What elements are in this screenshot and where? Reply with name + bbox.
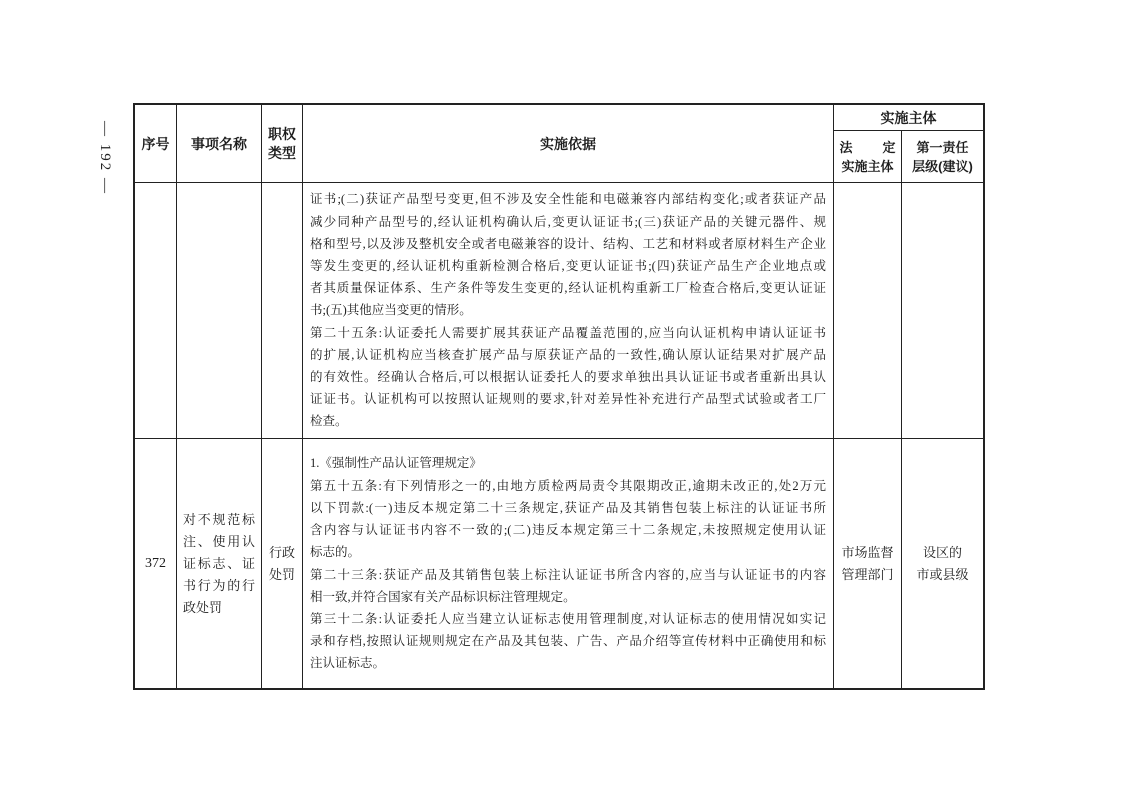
cell-item-name: [177, 183, 262, 438]
table-row: [135, 438, 983, 688]
header-subject-subrow: [834, 131, 983, 182]
page-number: — 192 —: [97, 121, 113, 195]
header-power-type: [262, 105, 303, 182]
header-legal-subject-line2: 实施主体: [841, 158, 894, 174]
cell-serial: 372: [135, 439, 177, 688]
cell-responsibility-level: 设区的 市或县级: [916, 544, 969, 582]
cell-power-type: [262, 183, 303, 438]
table-header-row: [135, 105, 983, 182]
header-responsibility-level-line2: 层级(建议): [912, 158, 973, 174]
header-responsibility-level: [902, 131, 983, 182]
header-legal-subject: [834, 131, 902, 182]
table-row: [135, 182, 983, 438]
header-legal-subject-line1: 法定: [839, 139, 896, 155]
cell-implementation-basis: 证书;(二)获证产品型号变更,但不涉及安全性能和电磁兼容内部结构变化;或者获证产品 减少同种产品型号的,经认证机构确认后,变更认证证书;(三)获证产品的关键元器件、规 格和型号,以及涉及整机安全或者电磁兼容的设计、结构、工艺和材料或者原材料生产企业 等发生变更的,经认证机构重新检测合格后,变更认证证书;(四)获证产品生产企业地点或 者其质量保证体系、生产条件等发生变更的,经认证机构重新工厂检查合格后,变更认证证 书;(五)其他应当变更的情形。 第二十五条:认证委托人需要扩展其获证产品覆盖范围的,应当向认证机构申请认证证书 的扩展,认证机构应当核查扩展产品与原获证产品的一致性,确认原认证结果对扩展产品 的有效性。经确认合格后,可以根据认证委托人的要求单独出具认证证书或者重新出具认 证证书。认证机构可以按照认证规则的要求,针对差异性补充进行产品型式试验或者工厂 检查。: [303, 183, 834, 438]
cell-responsibility-level: [902, 183, 983, 438]
header-subject-group: [834, 105, 983, 182]
authority-items-table: [133, 103, 985, 690]
header-power-type-line2: 类型: [268, 144, 296, 161]
header-item-name: 事项名称: [177, 105, 262, 182]
cell-legal-subject: 市场监督 管理部门: [834, 439, 902, 688]
header-serial: 序号: [135, 105, 177, 182]
cell-item-name: 对不规范标 注、使用认 证标志、证 书行为的行 政处罚: [177, 439, 262, 688]
header-responsibility-level-line1: 第一责任: [916, 139, 969, 155]
header-power-type-line1: 职权: [268, 125, 296, 142]
header-basis: 实施依据: [303, 105, 834, 182]
cell-implementation-basis: 1.《强制性产品认证管理规定》 第五十五条:有下列情形之一的,由地方质检两局责令其限期改正,逾期未改正的,处2万元 以下罚款:(一)违反本规定第二十三条规定,获证产品及其销售包装上标注的认证证书所 含内容与认证证书内容不一致的;(二)违反本规定第三十二条规定,未按照规定使用认证 标志的。 第二十三条:获证产品及其销售包装上标注认证证书所含内容的,应当与认证证书的内容 相一致,并符合国家有关产品标识标注管理规定。 第三十二条:认证委托人应当建立认证标志使用管理制度,对认证标志的使用情况如实记 录和存档,按照认证规则规定在产品及其包装、广告、产品介绍等宣传材料中正确使用和标 注认证标志。: [303, 439, 834, 688]
cell-power-type: 行政 处罚: [262, 439, 303, 688]
cell-serial: [135, 183, 177, 438]
header-subject-group-title: 实施主体: [834, 105, 983, 131]
cell-legal-subject: [834, 183, 902, 438]
